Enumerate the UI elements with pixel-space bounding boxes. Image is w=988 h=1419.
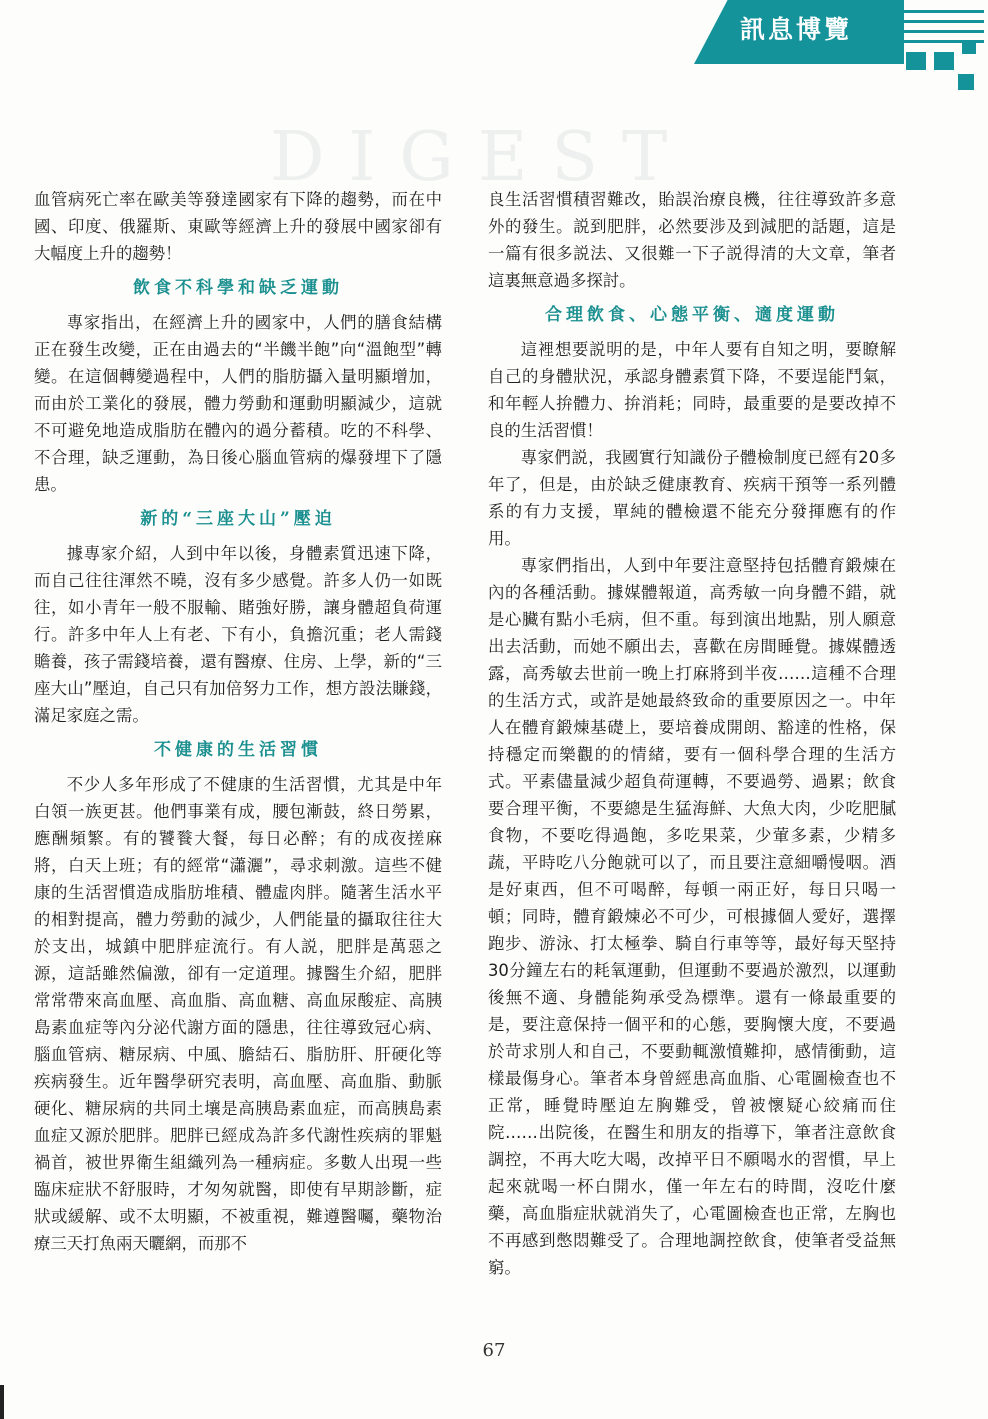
decor-square [906,52,926,70]
paragraph: 這裡想要説明的是，中年人要有自知之明，要瞭解自己的身體狀況，承認身體素質下降，不要逞能鬥氣，和年輕人拚體力、拚消耗；同時，最重要的是要改掉不良的生活習慣！ [488,340,896,440]
paragraph: 據專家介紹，人到中年以後，身體素質迅速下降，而自己往往渾然不曉，沒有多少感覺。許多人仍一如既往，如小青年一般不服輸、賭強好勝，讓身體超負荷運行。許多中年人上有老、下有小，負擔沉重；老人需錢贍養，孩子需錢培養，還有醫療、住房、上學，新的“三座大山”壓迫，自己只有加倍努力工作，想方設法賺錢，滿足家庭之需。 [34,544,442,725]
paragraph: 專家們説，我國實行知識份子體檢制度已經有20多年了，但是，由於缺乏健康教育、疾病干預等一系列體系的有力支援，單純的體檢還不能充分發揮應有的作用。 [488,448,896,548]
paragraph: 專家們指出，人到中年要注意堅持包括體育鍛煉在內的各種活動。據媒體報道，高秀敏一向身體不錯，就是心臟有點小毛病，但不重。每到演出地點，別人願意出去活動，而她不願出去，喜歡在房間睡覺。據媒體透露，高秀敏去世前一晚上打麻將到半夜……這種不合理的生活方式，或許是她最終致命的重要原因之一。中年人在體育鍛煉基礎上，要培養成開朗、豁達的性格，保持穩定而樂觀的的情緒，要有一個科學合理的生活方式。平素儘量減少超負荷運轉，不要過勞、過累；飲食要合理平衡，不要總是生猛海鮮、大魚大肉，少吃肥膩食物，不要吃得過飽，多吃果菜，少葷多素，少精多蔬，平時吃八分飽就可以了，而且要注意細嚼慢咽。酒是好東西，但不可喝醉，每頓一兩正好，每日只喝一頓；同時，體育鍛煉必不可少，可根據個人愛好，選擇跑步、游泳、打太極拳、騎自行車等等，最好每天堅持30分鐘左右的耗氧運動，但運動不要過於激烈，以運動後無不適、身體能夠承受為標準。還有一條最重要的是，要注意保持一個平和的心態，要胸懷大度，不要過於苛求別人和自己，不要動輒激憤難抑，感情衝動，這樣最傷身心。筆者本身曾經患高血脂、心電圖檢查也不正常，睡覺時壓迫左胸難受，曾被懷疑心絞痛而住院……出院後，在醫生和朋友的指導下，筆者注意飲食調控，不再大吃大喝，改掉平日不願喝水的習慣，早上起來就喝一杯白開水，僅一年左右的時間，沒吃什麼藥，高血脂症狀就消失了，心電圖檢查也正常，左胸也不再感到憋悶難受了。合理地調控飲食，使筆者受益無窮。 [488,556,896,1277]
header-stripe [892,20,984,23]
left-column [34,186,442,1257]
section-heading: 飲食不科學和缺乏運動 [133,278,343,298]
paragraph: 良生活習慣積習難改，貽誤治療良機，往往導致許多意外的發生。説到肥胖，必然要涉及到減肥的話題，這是一篇有很多説法、又很難一下子説得清的大文章，筆者這裏無意過多探討。 [488,190,896,290]
watermark-text: DIGEST [270,118,692,197]
header-stripe [892,30,984,33]
paragraph: 專家指出，在經濟上升的國家中，人們的膳食結構正在發生改變，正在由過去的“半饑半飽”向“溫飽型”轉變。在這個轉變過程中，人們的脂肪攝入量明顯增加，而由於工業化的發展，體力勞動和運動明顯減少，這就不可避免地造成脂肪在體內的過分蓄積。吃的不科學、不合理，缺乏運動，為日後心腦血管病的爆發埋下了隱患。 [34,313,442,494]
right-column [488,186,896,1281]
paragraph: 不少人多年形成了不健康的生活習慣，尤其是中年白領一族更甚。他們事業有成，腰包漸鼓，終日勞累，應酬頻繁。有的饕餮大餐，每日必醉；有的成夜搓麻將，白天上班；有的經常“瀟灑”，尋求刺激。這些不健康的生活習慣造成脂肪堆積、體虛肉胖。隨著生活水平的相對提高，體力勞動的減少，人們能量的攝取往往大於支出，城鎮中肥胖症流行。有人説，肥胖是萬惡之源，這話雖然偏激，卻有一定道理。據醫生介紹，肥胖常常帶來高血壓、高血脂、高血糖、高血尿酸症、高胰島素血症等內分泌代謝方面的隱患，往往導致冠心病、腦血管病、糖尿病、中風、膽結石、脂肪肝、肝硬化等疾病發生。近年醫學研究表明，高血壓、高血脂、動脈硬化、糖尿病的共同土壤是高胰島素血症，而高胰島素血症又源於肥胖。肥胖已經成為許多代謝性疾病的罪魁禍首，被世界衛生組織列為一種病症。多數人出現一些臨床症狀不舒服時，才匆匆就醫，即使有早期診斷，症狀或緩解、或不太明顯，不被重視，難遵醫囑，藥物治療三天打魚兩天曬網，而那不 [34,775,442,1253]
decor-square [962,40,976,54]
scan-edge-mark [0,1385,4,1419]
section-heading: 新的“三座大山”壓迫 [140,509,336,529]
section-title: 訊息博覽 [740,15,853,44]
section-heading: 不健康的生活習慣 [154,740,322,760]
decor-square [934,52,954,70]
decor-square [958,74,974,90]
section-heading: 合理飲食、心態平衡、適度運動 [545,305,839,325]
paragraph: 血管病死亡率在歐美等發達國家有下降的趨勢，而在中國、印度、俄羅斯、東歐等經濟上升的發展中國家卻有大幅度上升的趨勢！ [34,190,442,263]
header-stripe [892,10,984,13]
page-number: 67 [482,1340,506,1361]
